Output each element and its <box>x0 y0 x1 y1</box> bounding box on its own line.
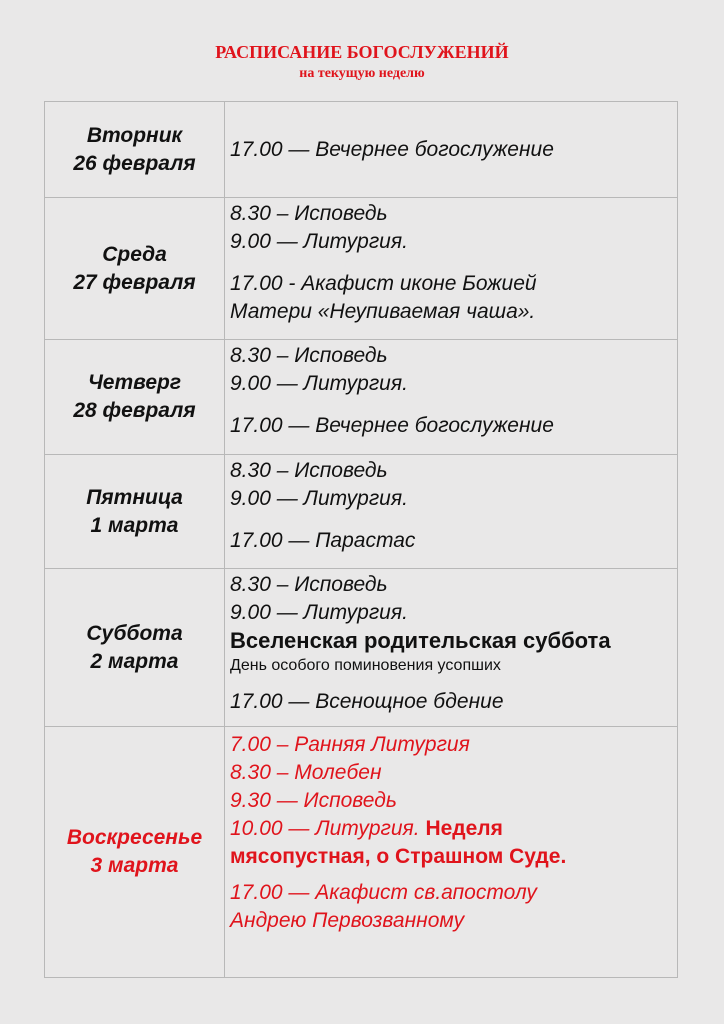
day-cell <box>45 198 225 340</box>
event: 17.00 — Вечернее богослужение <box>230 414 554 437</box>
event: 8.30 – Исповедь <box>230 573 388 596</box>
day-date: 2 марта <box>90 649 179 673</box>
event: 7.00 – Ранняя Литургия <box>230 733 470 756</box>
day-cell <box>45 340 225 455</box>
event: 8.30 – Исповедь <box>230 344 388 367</box>
events-cell <box>225 340 678 455</box>
day-cell <box>45 727 225 978</box>
event: 10.00 — Литургия. <box>230 817 426 840</box>
day-name: Четверг <box>87 371 182 394</box>
events-cell <box>225 727 678 978</box>
day-name: Вторник <box>86 123 183 147</box>
day-name: Суббота <box>86 621 183 645</box>
day-cell <box>45 569 225 727</box>
table-row <box>45 569 678 727</box>
feast-note: День особого поминовения усопших <box>230 657 501 674</box>
day-cell <box>45 455 225 569</box>
event: 9.30 — Исповедь <box>230 789 397 812</box>
table-row <box>45 340 678 455</box>
event: 9.00 — Литургия. <box>230 230 408 253</box>
event: 17.00 — Вечернее богослужение <box>230 137 554 161</box>
event: 9.00 — Литургия. <box>230 372 408 395</box>
feast-title: Вселенская родительская суббота <box>230 628 611 653</box>
day-date: 3 марта <box>90 854 179 877</box>
event: 8.30 – Исповедь <box>230 459 388 482</box>
table-row <box>45 102 678 198</box>
day-name: Воскресенье <box>66 826 203 849</box>
events-cell <box>225 455 678 569</box>
feast-title: Неделя <box>425 817 503 840</box>
day-date: 26 февраля <box>73 151 196 175</box>
day-cell <box>45 102 225 198</box>
day-date: 28 февраля <box>73 399 196 422</box>
day-date: 1 марта <box>90 513 179 537</box>
page-title: РАСПИСАНИЕ БОГОСЛУЖЕНИЙ <box>215 42 509 62</box>
event: 17.00 - Акафист иконе Божией <box>230 272 537 295</box>
feast-title: мясопустная, о Страшном Суде. <box>230 845 567 868</box>
events-cell <box>225 569 678 727</box>
table-row <box>45 727 678 978</box>
events-cell <box>225 198 678 340</box>
event: 9.00 — Литургия. <box>230 601 408 624</box>
table-row <box>45 198 678 340</box>
event: 9.00 — Литургия. <box>230 487 408 510</box>
event: Матери «Неупиваемая чаша». <box>230 300 536 323</box>
event: 8.30 – Исповедь <box>230 202 388 225</box>
event: Андрею Первозванному <box>230 909 465 932</box>
event: 8.30 – Молебен <box>230 761 382 784</box>
event: 17.00 — Всенощное бдение <box>230 690 504 713</box>
event: 17.00 — Парастас <box>230 529 416 552</box>
schedule-table <box>44 101 678 978</box>
day-date: 27 февраля <box>73 270 196 294</box>
table-row <box>45 455 678 569</box>
page-subtitle: на текущую неделю <box>299 66 425 81</box>
day-name: Среда <box>102 242 167 266</box>
event: 17.00 — Акафист св.апостолу <box>230 881 537 904</box>
events-cell <box>225 102 678 198</box>
day-name: Пятница <box>86 485 183 509</box>
